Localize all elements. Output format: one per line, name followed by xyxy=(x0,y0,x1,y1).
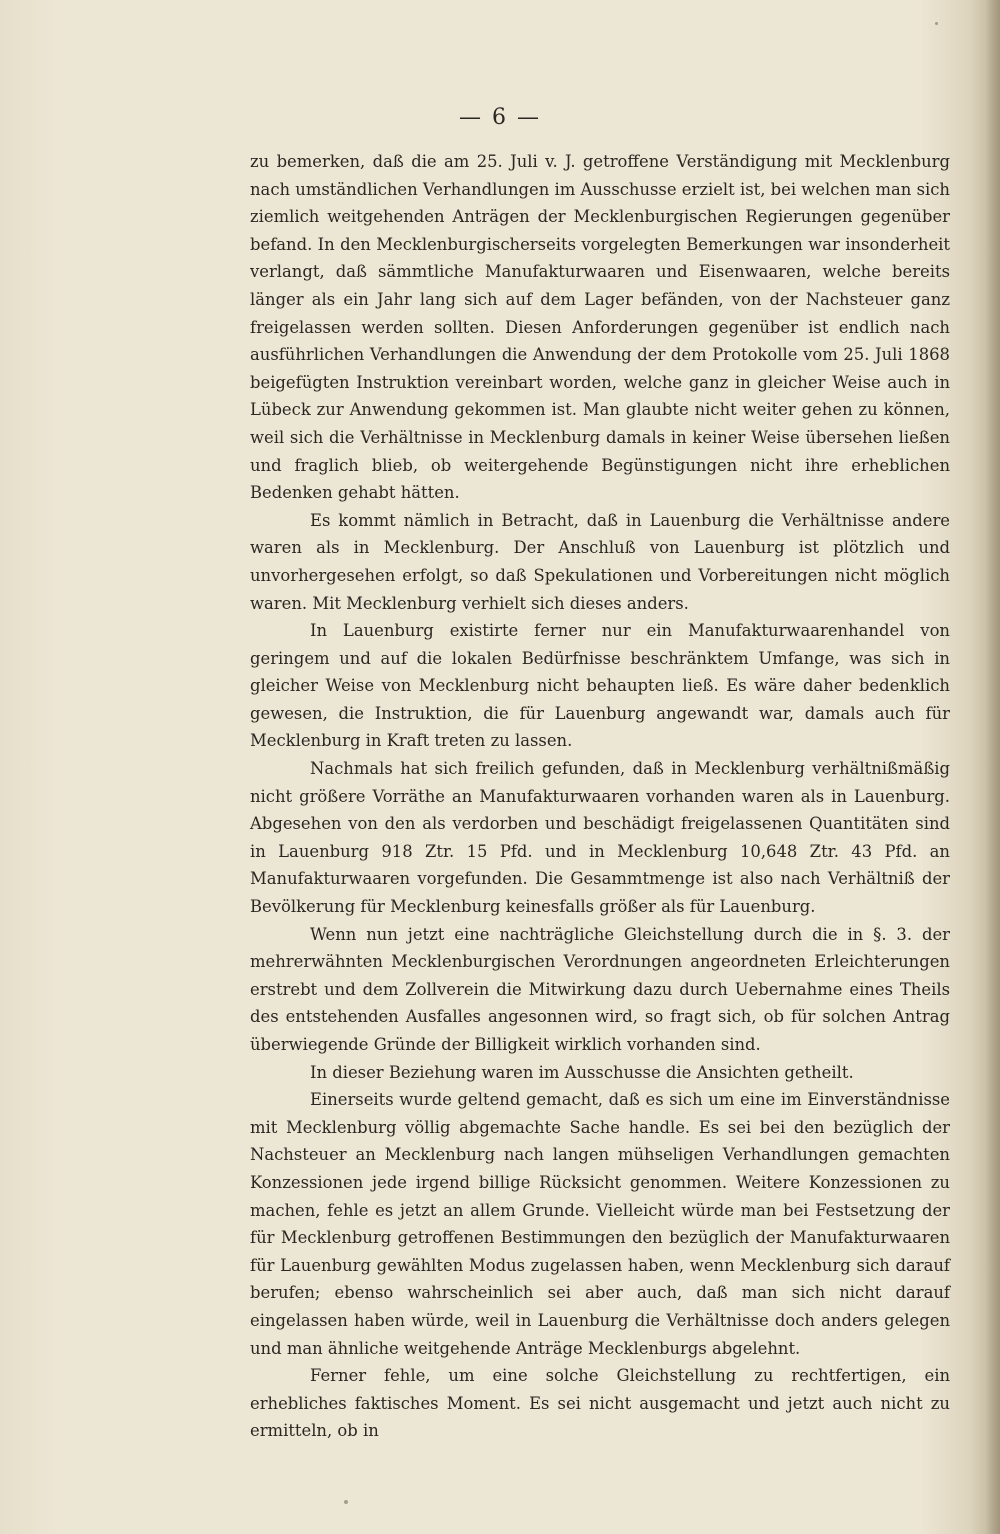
paragraph-2: Es kommt nämlich in Betracht, daß in Lauenburg die Verhältnisse andere waren als in Mecklenburg. Der Anschluß von Lauenburg ist plötzlich und unvorhergesehen erfolgt, so daß Spekulationen und Vorbereitungen nicht möglich waren. Mit Mecklenburg verhielt sich dieses anders. xyxy=(250,510,950,613)
paragraph-4: Nachmals hat sich freilich gefunden, daß in Mecklenburg verhältnißmäßig nicht größere Vorräthe an Manufakturwaaren vorhanden waren als in Lauenburg. Abgesehen von den als verdorben und beschädigt freigelassenen Quantitäten sind in Lauenburg 918 Ztr. 15 Pfd. und in Mecklenburg 10,648 Ztr. 43 Pfd. an Manufakturwaaren vorgefunden. Die Gesammtmenge ist also nach Verhältniß der Bevölkerung für Mecklenburg keinesfalls größer als für Lauenburg. xyxy=(250,759,950,917)
paragraph-3: In Lauenburg existirte ferner nur ein Manufakturwaarenhandel von geringem und auf die lokalen Bedürfnisse beschränktem Umfange, was sich in gleicher Weise von Mecklenburg nicht behaupten ließ. Es wäre daher bedenklich gewesen, die Instruktion, die für Lauenburg angewandt war, damals auch für Mecklenburg in Kraft treten zu lassen. xyxy=(250,621,950,751)
body-text xyxy=(250,148,950,1445)
paragraph-6: In dieser Beziehung waren im Ausschusse die Ansichten getheilt. xyxy=(310,1062,854,1082)
paragraph-1: zu bemerken, daß die am 25. Juli v. J. getroffene Verständigung mit Mecklenburg nach umständlichen Verhandlungen im Ausschusse erzielt ist, bei welchen man sich ziemlich weitgehenden Anträgen der Mecklenburgischen Regierungen gegenüber befand. In den Mecklenburgischerseits vorgelegten Bemerkungen war insonderheit verlangt, daß sämmtliche Manufakturwaaren und Eisenwaaren, welche bereits länger als ein Jahr lang sich auf dem Lager befänden, von der Nachsteuer ganz freigelassen werden sollten. Diesen Anforderungen gegenüber ist endlich nach ausführlichen Verhandlungen die Anwendung der dem Protokolle vom 25. Juli 1868 beigefügten Instruktion vereinbart worden, welche ganz in gleicher Weise auch in Lübeck zur Anwendung gekommen ist. Man glaubte nicht weiter gehen zu können, weil sich die Verhältnisse in Mecklenburg damals in keiner Weise übersehen ließen und fraglich blieb, ob weitergehende Begünstigungen nicht ihre erheblichen Bedenken gehabt hätten. xyxy=(250,152,950,503)
paragraph-7: Einerseits wurde geltend gemacht, daß es sich um eine im Einverständnisse mit Mecklenburg völlig abgemachte Sache handle. Es sei bei den bezüglich der Nachsteuer an Mecklenburg nach langen mühseligen Verhandlungen gemachten Konzessionen jede irgend billige Rücksicht genommen. Weitere Konzessionen zu machen, fehle es jetzt an allem Grunde. Vielleicht würde man bei Festsetzung der für Mecklenburg getroffenen Bestimmungen den bezüglich der Manufakturwaaren für Lauenburg gewählten Modus zugelassen haben, wenn Mecklenburg sich darauf berufen; ebenso wahrscheinlich sei aber auch, daß man sich nicht darauf eingelassen haben würde, weil in Lauenburg die Verhältnisse doch anders gelegen und man ähnliche weitgehende Anträge Mecklenburgs abgelehnt. xyxy=(250,1090,950,1358)
paragraph-5: Wenn nun jetzt eine nachträgliche Gleichstellung durch die in §. 3. der mehrerwähnten Mecklenburgischen Verordnungen angeordneten Erleichterungen erstrebt und dem Zollverein die Mitwirkung dazu durch Uebernahme eines Theils des entstehenden Ausfalles angesonnen wird, so fragt sich, ob für solchen Antrag überwiegende Gründe der Billigkeit wirklich vorhanden sind. xyxy=(250,924,950,1054)
paper-speck xyxy=(344,1500,348,1504)
paper-speck xyxy=(935,22,938,25)
paragraph-8: Ferner fehle, um eine solche Gleichstellung zu rechtfertigen, ein erhebliches faktisches Moment. Es sei nicht ausgemacht und jetzt auch nicht zu ermitteln, ob in xyxy=(250,1366,950,1441)
page-number: — 6 — xyxy=(459,105,541,130)
page-edge-shadow xyxy=(986,0,1000,1534)
